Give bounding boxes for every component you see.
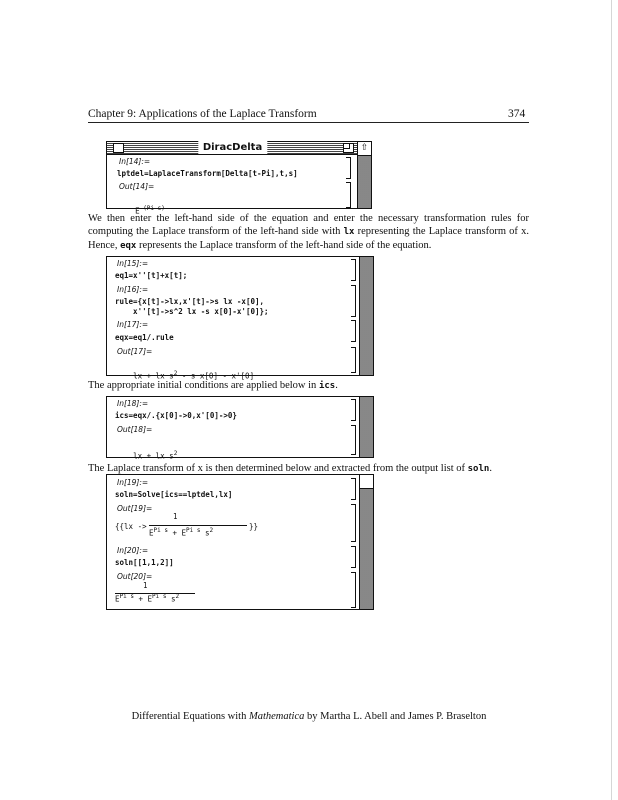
notebook-window-solve[interactable] — [106, 474, 374, 610]
output-cell-bracket[interactable] — [346, 182, 351, 208]
cell-bracket[interactable] — [351, 546, 356, 568]
cell-bracket[interactable] — [351, 320, 356, 342]
input-code[interactable]: lptdel=LaplaceTransform[Delta[t-Pi],t,s] — [117, 169, 298, 178]
cell-bracket[interactable] — [351, 259, 356, 281]
output-label: Out[17]= — [117, 347, 153, 356]
page-number: 374 — [508, 108, 526, 120]
window-titlebar[interactable] — [107, 142, 358, 155]
output-label: Out[14]= — [119, 182, 155, 191]
out19-prefix: {{lx -> — [115, 522, 147, 531]
input-code[interactable]: soln=Solve[ics==lptdel,lx] — [115, 490, 233, 499]
out20-denominator: $E^{Pi s} + E^{Pi s}$ $s^2$ — [115, 593, 180, 604]
input-code[interactable]: soln[[1,1,2]] — [115, 558, 174, 567]
input-label: In[20]:= — [117, 546, 149, 555]
cell-bracket[interactable] — [351, 347, 356, 373]
output-exponent: -(Pi s) — [139, 205, 165, 212]
page-edge — [611, 0, 612, 800]
footer-italic-title: Mathematica — [248, 711, 305, 722]
paragraph-transform-rules: We then enter the left-hand side of the equation and enter the necessary transformation rules for computing the Laplace transform of the left-hand side with lx representing the Laplace transform of x. Hence, eqx represents the Laplace transform of the left-hand side of the equation. — [88, 213, 529, 251]
header-rule — [88, 122, 529, 123]
output-expression[interactable]: lx + lx $s^2$ - s x[0] - x'[0] — [133, 370, 255, 381]
out19-suffix: }} — [249, 522, 259, 531]
input-label: In[17]:= — [117, 320, 149, 329]
notebook-window-diracdelta[interactable] — [106, 141, 372, 216]
vertical-scrollbar[interactable] — [357, 142, 371, 208]
input-code-line1[interactable]: rule={x[t]->lx,x'[t]->s lx -x[0], — [115, 297, 265, 306]
input-cell-bracket[interactable] — [346, 157, 351, 179]
input-label: In[15]:= — [117, 259, 149, 268]
input-code[interactable]: eq1=x''[t]+x[t]; — [115, 271, 188, 280]
paragraph-initial-conditions: The appropriate initial conditions are applied below in ics. — [88, 380, 338, 391]
code-ics: ics — [318, 381, 336, 391]
output-label: Out[20]= — [117, 572, 153, 581]
chapter-title: Chapter 9: Applications of the Laplace Transform — [88, 108, 317, 120]
cell-bracket[interactable] — [351, 285, 356, 317]
output-base: E — [135, 206, 140, 216]
paragraph-solve: The Laplace transform of x is then determined below and extracted from the output list of soln. — [88, 463, 492, 474]
output-expression[interactable]: lx + lx $s^2$ — [133, 450, 178, 461]
scroll-up-arrow-icon[interactable]: ⇧ — [358, 142, 371, 156]
output-label: Out[19]= — [117, 504, 153, 513]
cell-bracket[interactable] — [351, 572, 356, 608]
cell-bracket[interactable] — [351, 504, 356, 542]
page-footer: Differential Equations with Mathematica by Martha L. Abell and James P. Braselton — [131, 711, 487, 722]
notebook-window-ics[interactable] — [106, 396, 374, 461]
zoom-box-icon[interactable] — [343, 143, 354, 153]
cell-bracket[interactable] — [351, 425, 356, 455]
code-lx: lx — [343, 227, 355, 237]
input-label: In[16]:= — [117, 285, 149, 294]
input-label: In[14]:= — [119, 157, 151, 166]
out19-denominator: $E^{Pi s} + E^{Pi s}$ $s^2$ — [149, 527, 214, 538]
output-label: Out[18]= — [117, 425, 153, 434]
code-eqx: eqx — [120, 241, 137, 251]
notebook-window-rules[interactable] — [106, 256, 374, 381]
cell-bracket[interactable] — [351, 478, 356, 500]
input-code[interactable]: ics=eqx/.{x[0]->0,x'[0]->0} — [115, 411, 237, 420]
input-code[interactable]: eqx=eq1/.rule — [115, 333, 174, 342]
code-soln: soln — [467, 464, 490, 474]
window-title: DiracDelta — [198, 141, 267, 154]
scroll-thumb[interactable] — [360, 475, 373, 489]
input-label: In[19]:= — [117, 478, 149, 487]
vertical-scrollbar[interactable] — [359, 257, 373, 375]
out20-numerator: 1 — [143, 581, 148, 590]
fraction-line — [149, 525, 247, 526]
close-box-icon[interactable] — [113, 143, 124, 153]
cell-bracket[interactable] — [351, 399, 356, 421]
vertical-scrollbar[interactable] — [359, 397, 373, 457]
vertical-scrollbar[interactable] — [359, 475, 373, 609]
out19-numerator: 1 — [173, 512, 178, 521]
input-code-line2[interactable]: x''[t]->s^2 lx -s x[0]-x'[0]}; — [115, 307, 269, 316]
input-label: In[18]:= — [117, 399, 149, 408]
